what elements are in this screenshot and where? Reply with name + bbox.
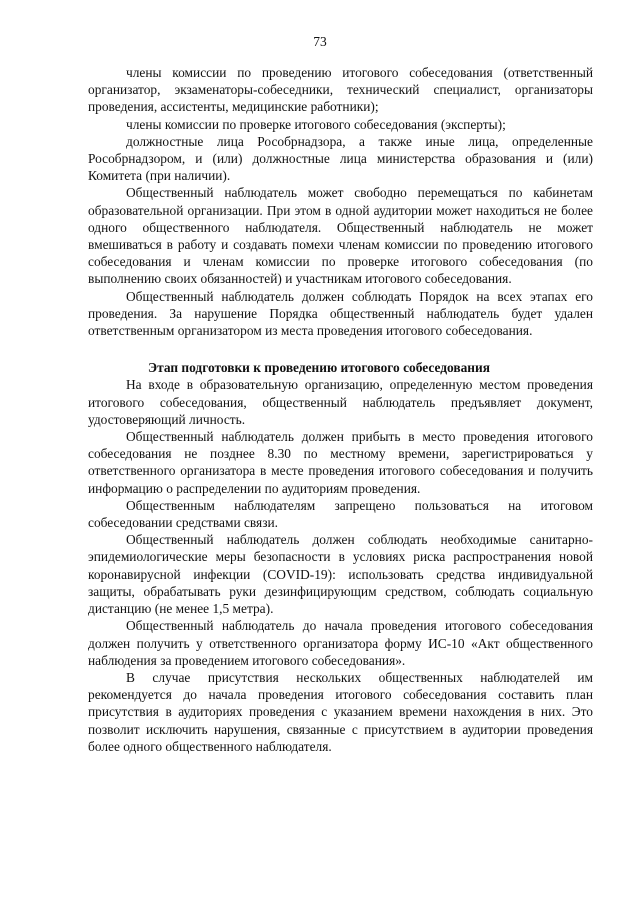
paragraph-form-is10: Общественный наблюдатель до начала проведения итогового собеседования должен получить у ответственного организатора форму ИС-10 «Акт общественного наблюдения за проведением итогового собеседования». — [88, 618, 593, 668]
paragraph-arrival-time: Общественный наблюдатель должен прибыть в место проведения итогового собеседования не позднее 8.30 по местному времени, зарегистрироваться у ответственного организатора в месте проведения итогового собеседования и получить информацию о распределении по аудиториям проведения. — [88, 429, 593, 496]
paragraph-sanitary-measures: Общественный наблюдатель должен соблюдать необходимые санитарно-эпидемиологические меры безопасности в условиях риска распространения новой коронавирусной инфекции (COVID-19): использовать средства индивидуальной защиты, обрабатывать руки дезинфицирующим средством, соблюдать социальную дистанцию (не менее 1,5 метра). — [88, 532, 593, 617]
section-heading: Этап подготовки к проведению итогового собеседования — [148, 360, 490, 376]
paragraph-multiple-observers: В случае присутствия нескольких общественных наблюдателей им рекомендуется до начала проведения итогового собеседования составить план присутствия в аудиториях проведения с указанием времени нахождения в них. Это позволит исключить нарушения, связанные с присутствием в аудитории проведения более одного общественного наблюдателя. — [88, 669, 593, 754]
paragraph-observer-movement: Общественный наблюдатель может свободно перемещаться по кабинетам образовательной организации. При этом в одной аудитории может находиться не более одного общественного наблюдателя. Общественный наблюдатель не может вмешиваться в работу и создавать помехи членам комиссии по проведению итогового собеседования и членам комиссии по проверке итогового собеседования (по выполнению своих обязанностей) и участникам итогового собеседования. — [88, 185, 593, 287]
paragraph-communication-ban: Общественным наблюдателям запрещено пользоваться на итоговом собеседовании средствами связи. — [88, 497, 593, 531]
paragraph-observer-procedure: Общественный наблюдатель должен соблюдать Порядок на всех этапах его проведения. За нарушение Порядка общественный наблюдатель будет удален ответственным организатором из места проведения итогового собеседования. — [88, 288, 593, 339]
paragraph-experts: члены комиссии по проверке итогового собеседования (эксперты); — [126, 116, 506, 132]
section-gap — [88, 339, 593, 359]
document-body — [88, 64, 593, 755]
paragraph-officials: должностные лица Рособрнадзора, а также иные лица, определенные Рособрнадзором, и (или) должностные лица министерства образования и (или) Комитета (при наличии). — [88, 133, 593, 184]
paragraph-commission-members: члены комиссии по проведению итогового собеседования (ответственный организатор, экзаменаторы-собеседники, технический специалист, организаторы проведения, ассистенты, медицинские работники); — [88, 65, 593, 115]
paragraph-entry-document: На входе в образовательную организацию, определенную местом проведения итогового собеседования, общественный наблюдатель предъявляет документ, удостоверяющий личность. — [88, 377, 593, 427]
page-number: 73 — [313, 34, 327, 49]
